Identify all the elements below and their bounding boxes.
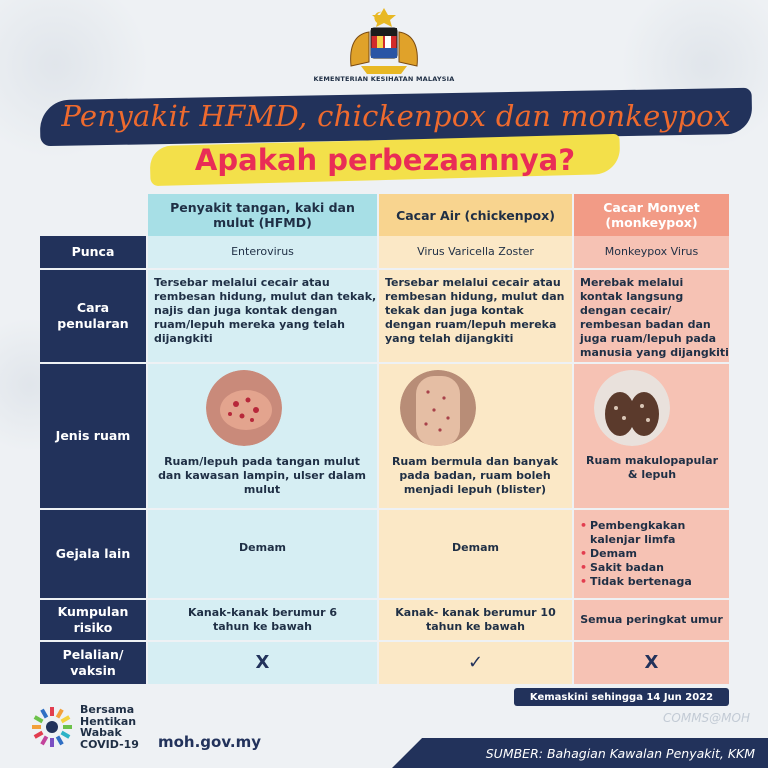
symptom-item: • Sakit badan — [580, 561, 729, 575]
header-chickenpox: Cacar Air (chickenpox) — [379, 194, 572, 236]
website-link[interactable]: moh.gov.my — [158, 733, 262, 751]
ruam-hfmd: Ruam/lepuh pada tangan mulut dan kawasan lampin, ulser dalam mulut — [158, 455, 366, 496]
source-text: SUMBER: Bahagian Kawalan Penyakit, KKM — [485, 745, 755, 761]
symptom-item: • Pembengkakan kalenjar limfa — [580, 519, 729, 547]
hfmd-hand-rash-photo — [206, 370, 282, 446]
gejala-monkeypox — [574, 510, 729, 598]
monkeypox-symptom-list — [580, 519, 729, 589]
vaksin-monkeypox-cross-icon: X — [644, 652, 659, 673]
punca-hfmd: Enterovirus — [231, 245, 294, 258]
vaksin-chickenpox-check-icon: ✓ — [467, 652, 484, 673]
row-label-gejala-lain: Gejala lain — [55, 546, 131, 561]
ministry-name: KEMENTERIAN KESIHATAN MALAYSIA — [313, 75, 455, 83]
row-label-pelalian-vaksin: Pelalian/ vaksin — [62, 647, 124, 678]
campaign-line: COVID-19 — [80, 737, 139, 751]
vaksin-hfmd-cross-icon: X — [255, 652, 270, 673]
gejala-hfmd: Demam — [239, 541, 286, 554]
ruam-chickenpox: Ruam bermula dan banyak pada badan, ruam boleh menjadi lepuh (blister) — [391, 455, 559, 496]
symptom-item: • Demam — [580, 547, 729, 561]
campaign-line: Bersama — [80, 703, 135, 716]
comparison-table — [40, 194, 729, 684]
row-label-jenis-ruam: Jenis ruam — [55, 428, 131, 443]
cara-chickenpox: Tersebar melalui cecair atau rembesan hidung, mulut dan tekak dan juga kontak dengan ruam/lepuh mereka yang telah dijangkiti — [385, 276, 565, 345]
cara-hfmd: Tersebar melalui cecair atau rembesan hidung, mulut dan tekak, najis dan juga kontak dengan ruam/lepuh mereka yang telah dijangkiti — [154, 276, 377, 345]
gejala-chickenpox: Demam — [452, 541, 499, 554]
covid-campaign-logo-icon — [30, 705, 74, 749]
chickenpox-back-rash-photo — [400, 370, 476, 446]
row-label-punca: Punca — [71, 244, 115, 259]
monkeypox-hands-photo — [594, 370, 670, 446]
risiko-hfmd: Kanak-kanak berumur 6 tahun ke bawah — [187, 606, 337, 633]
malaysia-coat-of-arms-icon — [341, 6, 427, 76]
row-label-kumpulan-risiko: Kumpulan risiko — [57, 604, 129, 635]
ruam-monkeypox: Ruam makulopapular & lepuh — [586, 454, 718, 481]
page-subtitle: Apakah perbezaannya? — [194, 143, 576, 177]
header-hfmd: Penyakit tangan, kaki dan mulut (HFMD) — [148, 194, 377, 236]
comms-credit: COMMS@MOH — [663, 711, 750, 725]
risiko-monkeypox: Semua peringkat umur — [580, 613, 723, 626]
page-title: Penyakit HFMD, chickenpox dan monkeypox — [61, 99, 731, 133]
risiko-chickenpox: Kanak- kanak berumur 10 tahun ke bawah — [395, 606, 556, 633]
symptom-item: • Tidak bertenaga — [580, 575, 729, 589]
covid-campaign-text — [80, 704, 139, 750]
cara-monkeypox: Merebak melalui kontak langsung dengan cecair/ rembesan badan dan juga ruam/lepuh pada manusia yang dijangkiti — [580, 276, 729, 359]
updated-date-badge: Kemaskini sehingga 14 Jun 2022 — [514, 688, 729, 706]
row-label-cara-penularan: Cara penularan — [57, 300, 129, 331]
punca-monkeypox: Monkeypox Virus — [604, 245, 699, 258]
punca-chickenpox: Virus Varicella Zoster — [417, 245, 534, 258]
campaign-line: Wabak — [80, 726, 122, 739]
header-monkeypox: Cacar Monyet (monkeypox) — [574, 194, 729, 236]
campaign-line: Hentikan — [80, 714, 137, 728]
